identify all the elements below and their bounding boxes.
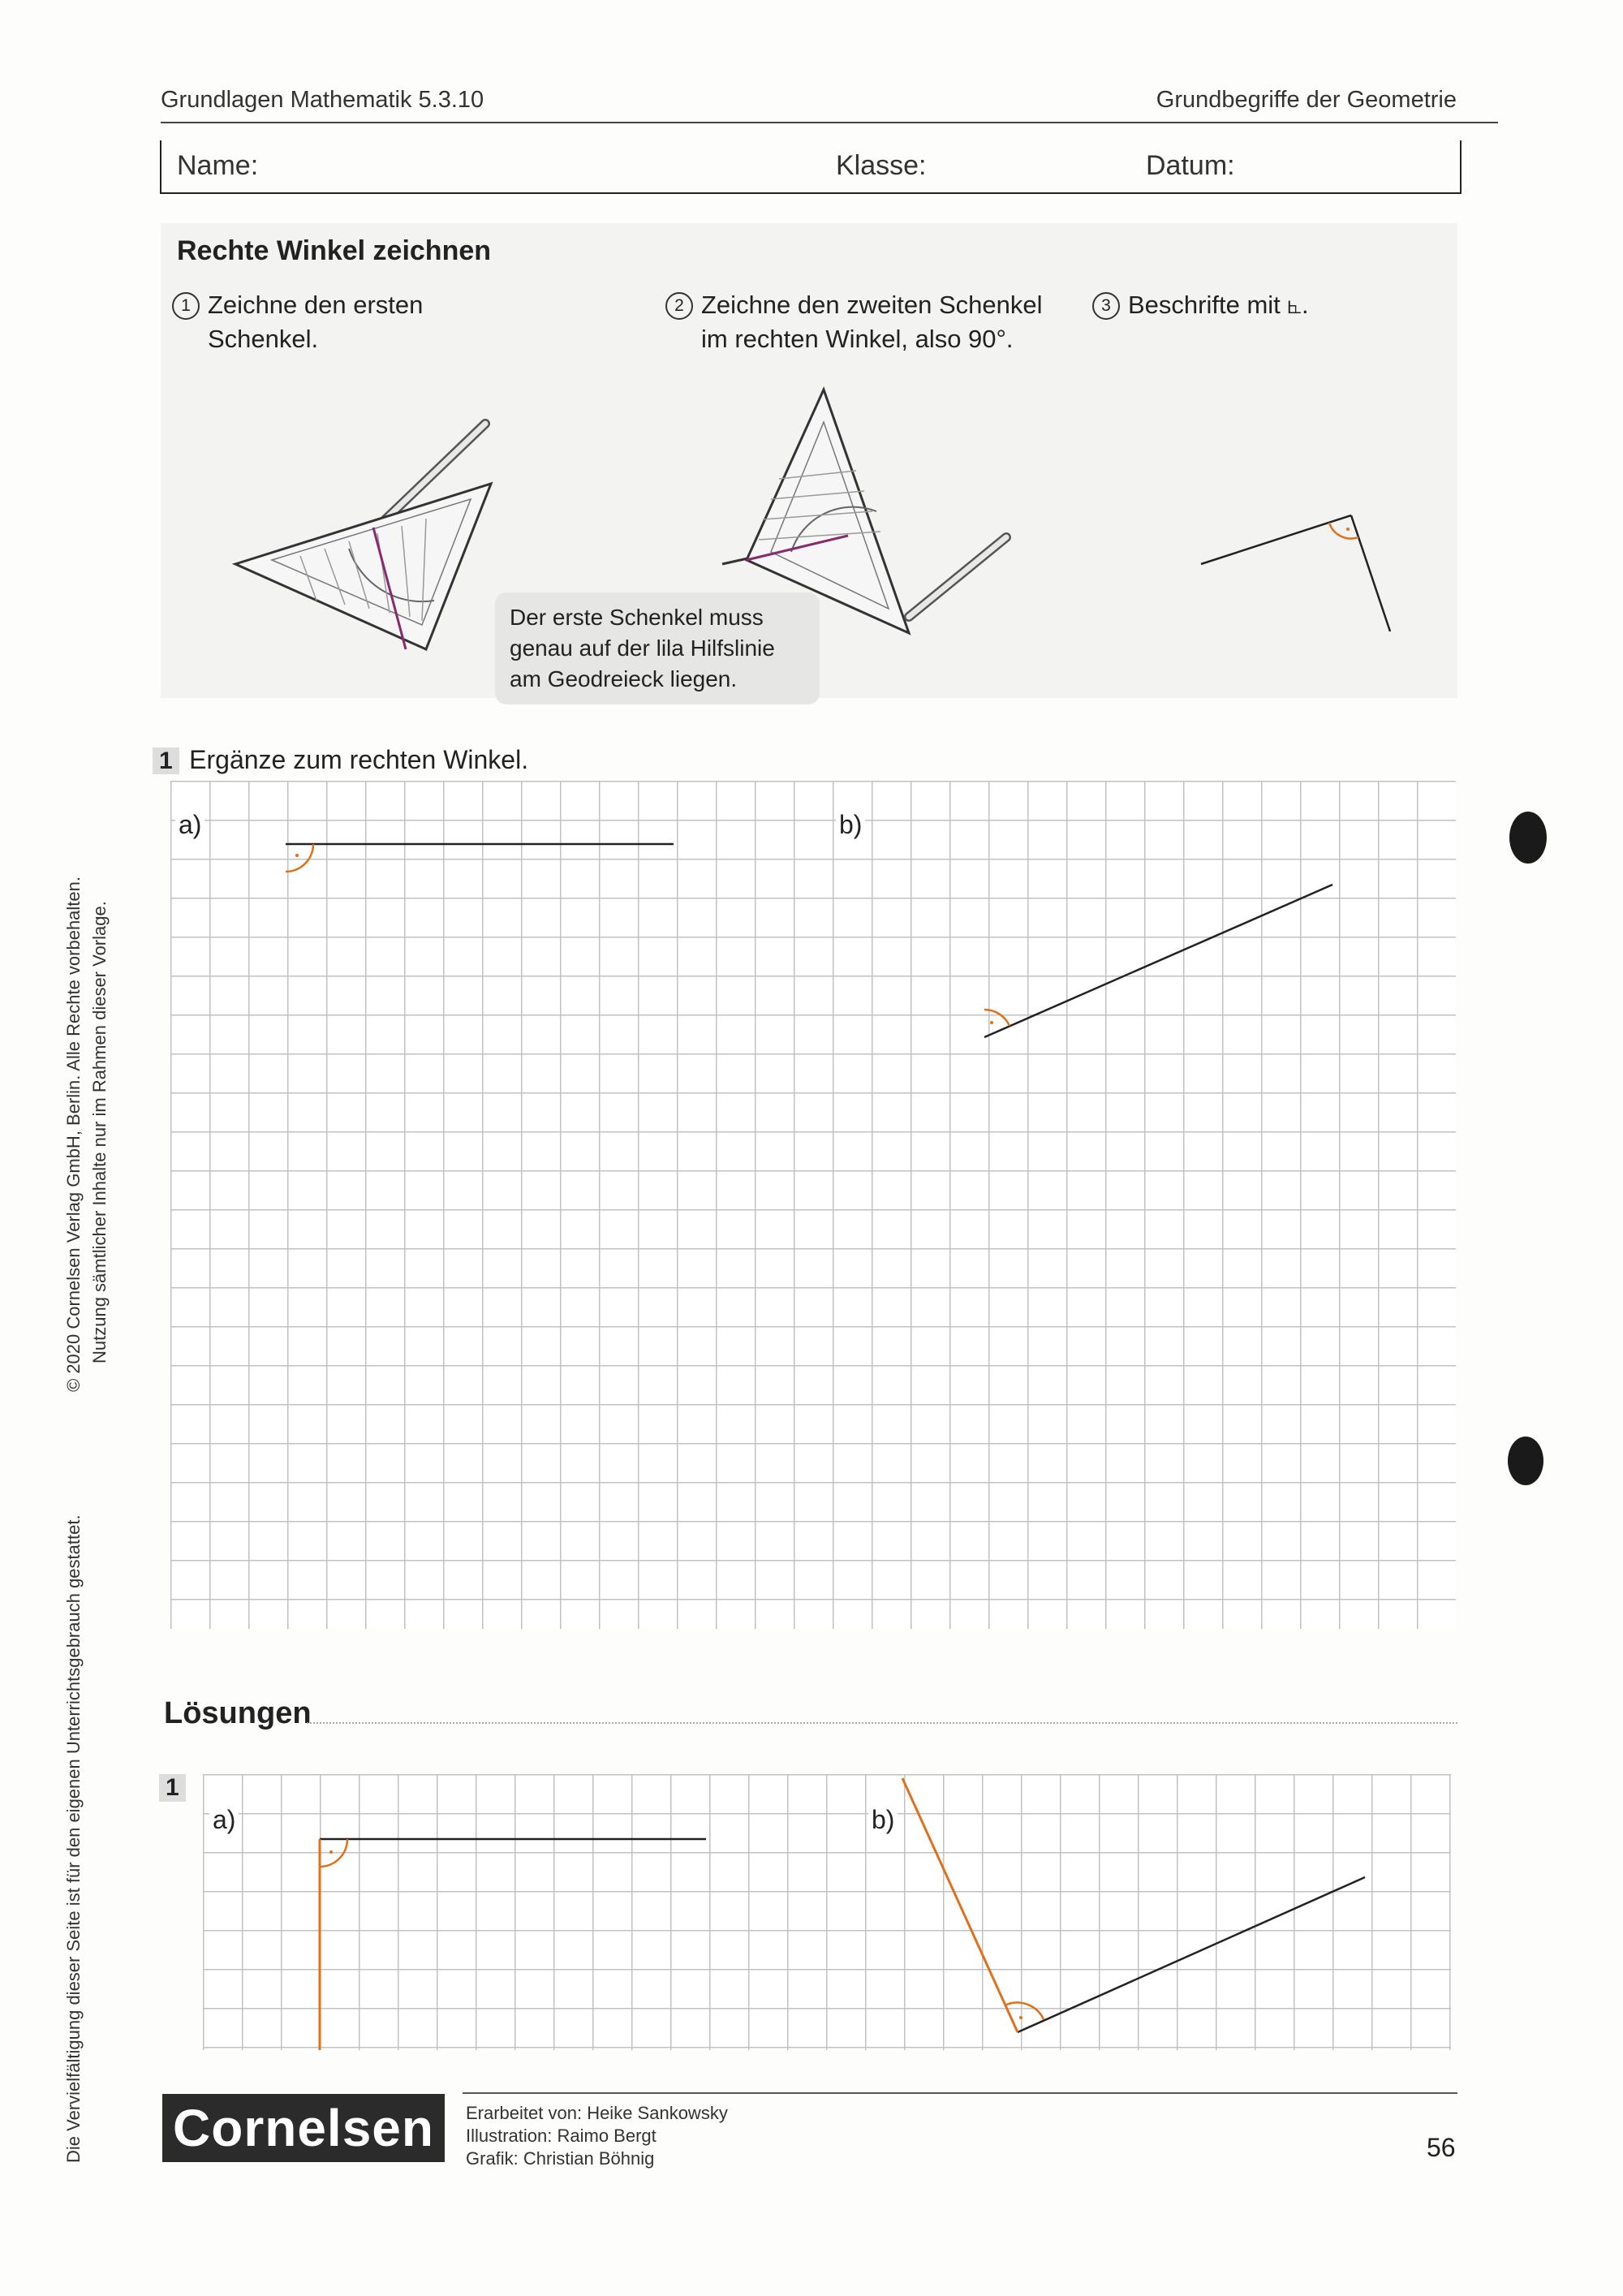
credit-graphics: Grafik: Christian Böhnig [466,2148,655,2169]
page-number: 56 [1427,2133,1456,2162]
task-drawings [170,781,1456,1057]
step-1-line2: Schenkel. [208,325,319,353]
step-3-number: 3 [1092,292,1120,320]
step-2-number: 2 [665,292,693,320]
name-label: Name: [177,150,259,181]
task-number: 1 [153,747,179,774]
step-3 [1092,288,1309,322]
solution-a [320,1839,706,2050]
name-box [160,140,1462,194]
credit-author: Erarbeitet von: Heike Sankowsky [466,2103,728,2123]
copyright-line-1: © 2020 Cornelsen Verlag GmbH, Berlin. Alle Rechte vorbehalten. [63,876,84,1392]
right-angle-example [1193,503,1412,641]
header-right: Grundbegriffe der Geometrie [1156,87,1457,113]
step-1-line1: Zeichne den ersten [208,291,424,319]
solutions-rule [307,1722,1457,1724]
credit-illustration: Illustration: Raimo Bergt [466,2126,657,2146]
solutions-drawings [203,1774,1451,2050]
geodreieck-shape [235,484,491,649]
footer-rule [463,2092,1457,2094]
class-label: Klasse: [836,150,927,181]
intro-title: Rechte Winkel zeichnen [177,235,492,266]
header-left: Grundlagen Mathematik 5.3.10 [161,87,484,113]
angle-arc-mark [286,844,313,872]
punch-hole-bottom [1508,1437,1543,1485]
step-1 [172,288,423,356]
angle-arc-mark [320,1839,347,1867]
angle-arc-mark [984,1010,1010,1026]
task-heading [153,745,528,775]
solution-b [902,1778,1365,2032]
copyright-line-2: Nutzung sämtlicher Inhalte nur im Rahmen dieser Vorlage. [89,901,110,1363]
date-label: Datum: [1146,150,1235,181]
step-1-number: 1 [172,292,200,320]
pencil-icon [909,537,1006,617]
solutions-a-label: a) [209,1805,239,1835]
solutions-title: Lösungen [164,1696,312,1730]
punch-hole-top [1509,812,1547,864]
task-b-label: b) [836,810,865,840]
task-b-ray [984,885,1332,1037]
step-2 [665,288,1042,356]
cornelsen-logo: Cornelsen [162,2094,445,2162]
set-square-illustration-1 [227,406,519,666]
step-2-line1: Zeichne den zweiten Schenkel [701,291,1043,319]
solutions-b-label: b) [868,1805,898,1835]
task-text: Ergänze zum rechten Winkel. [189,745,529,774]
footer-credits [466,2102,728,2170]
header-rule [161,122,1498,123]
step-2-line2: im rechten Winkel, also 90°. [701,325,1014,353]
copyright-line-3: Die Vervielfältigung dieser Seite ist für den eigenen Unterrichtsgebrauch gestattet. [63,1514,84,2163]
solutions-number: 1 [159,1774,186,1802]
hint-bubble: Der erste Schenkel muss genau auf der lila Hilfslinie am Geodreieck liegen. [495,592,820,704]
task-a-ray [286,844,674,872]
task-a-label: a) [175,810,204,840]
step-3-line1: Beschrifte mit ⦜. [1128,291,1309,319]
